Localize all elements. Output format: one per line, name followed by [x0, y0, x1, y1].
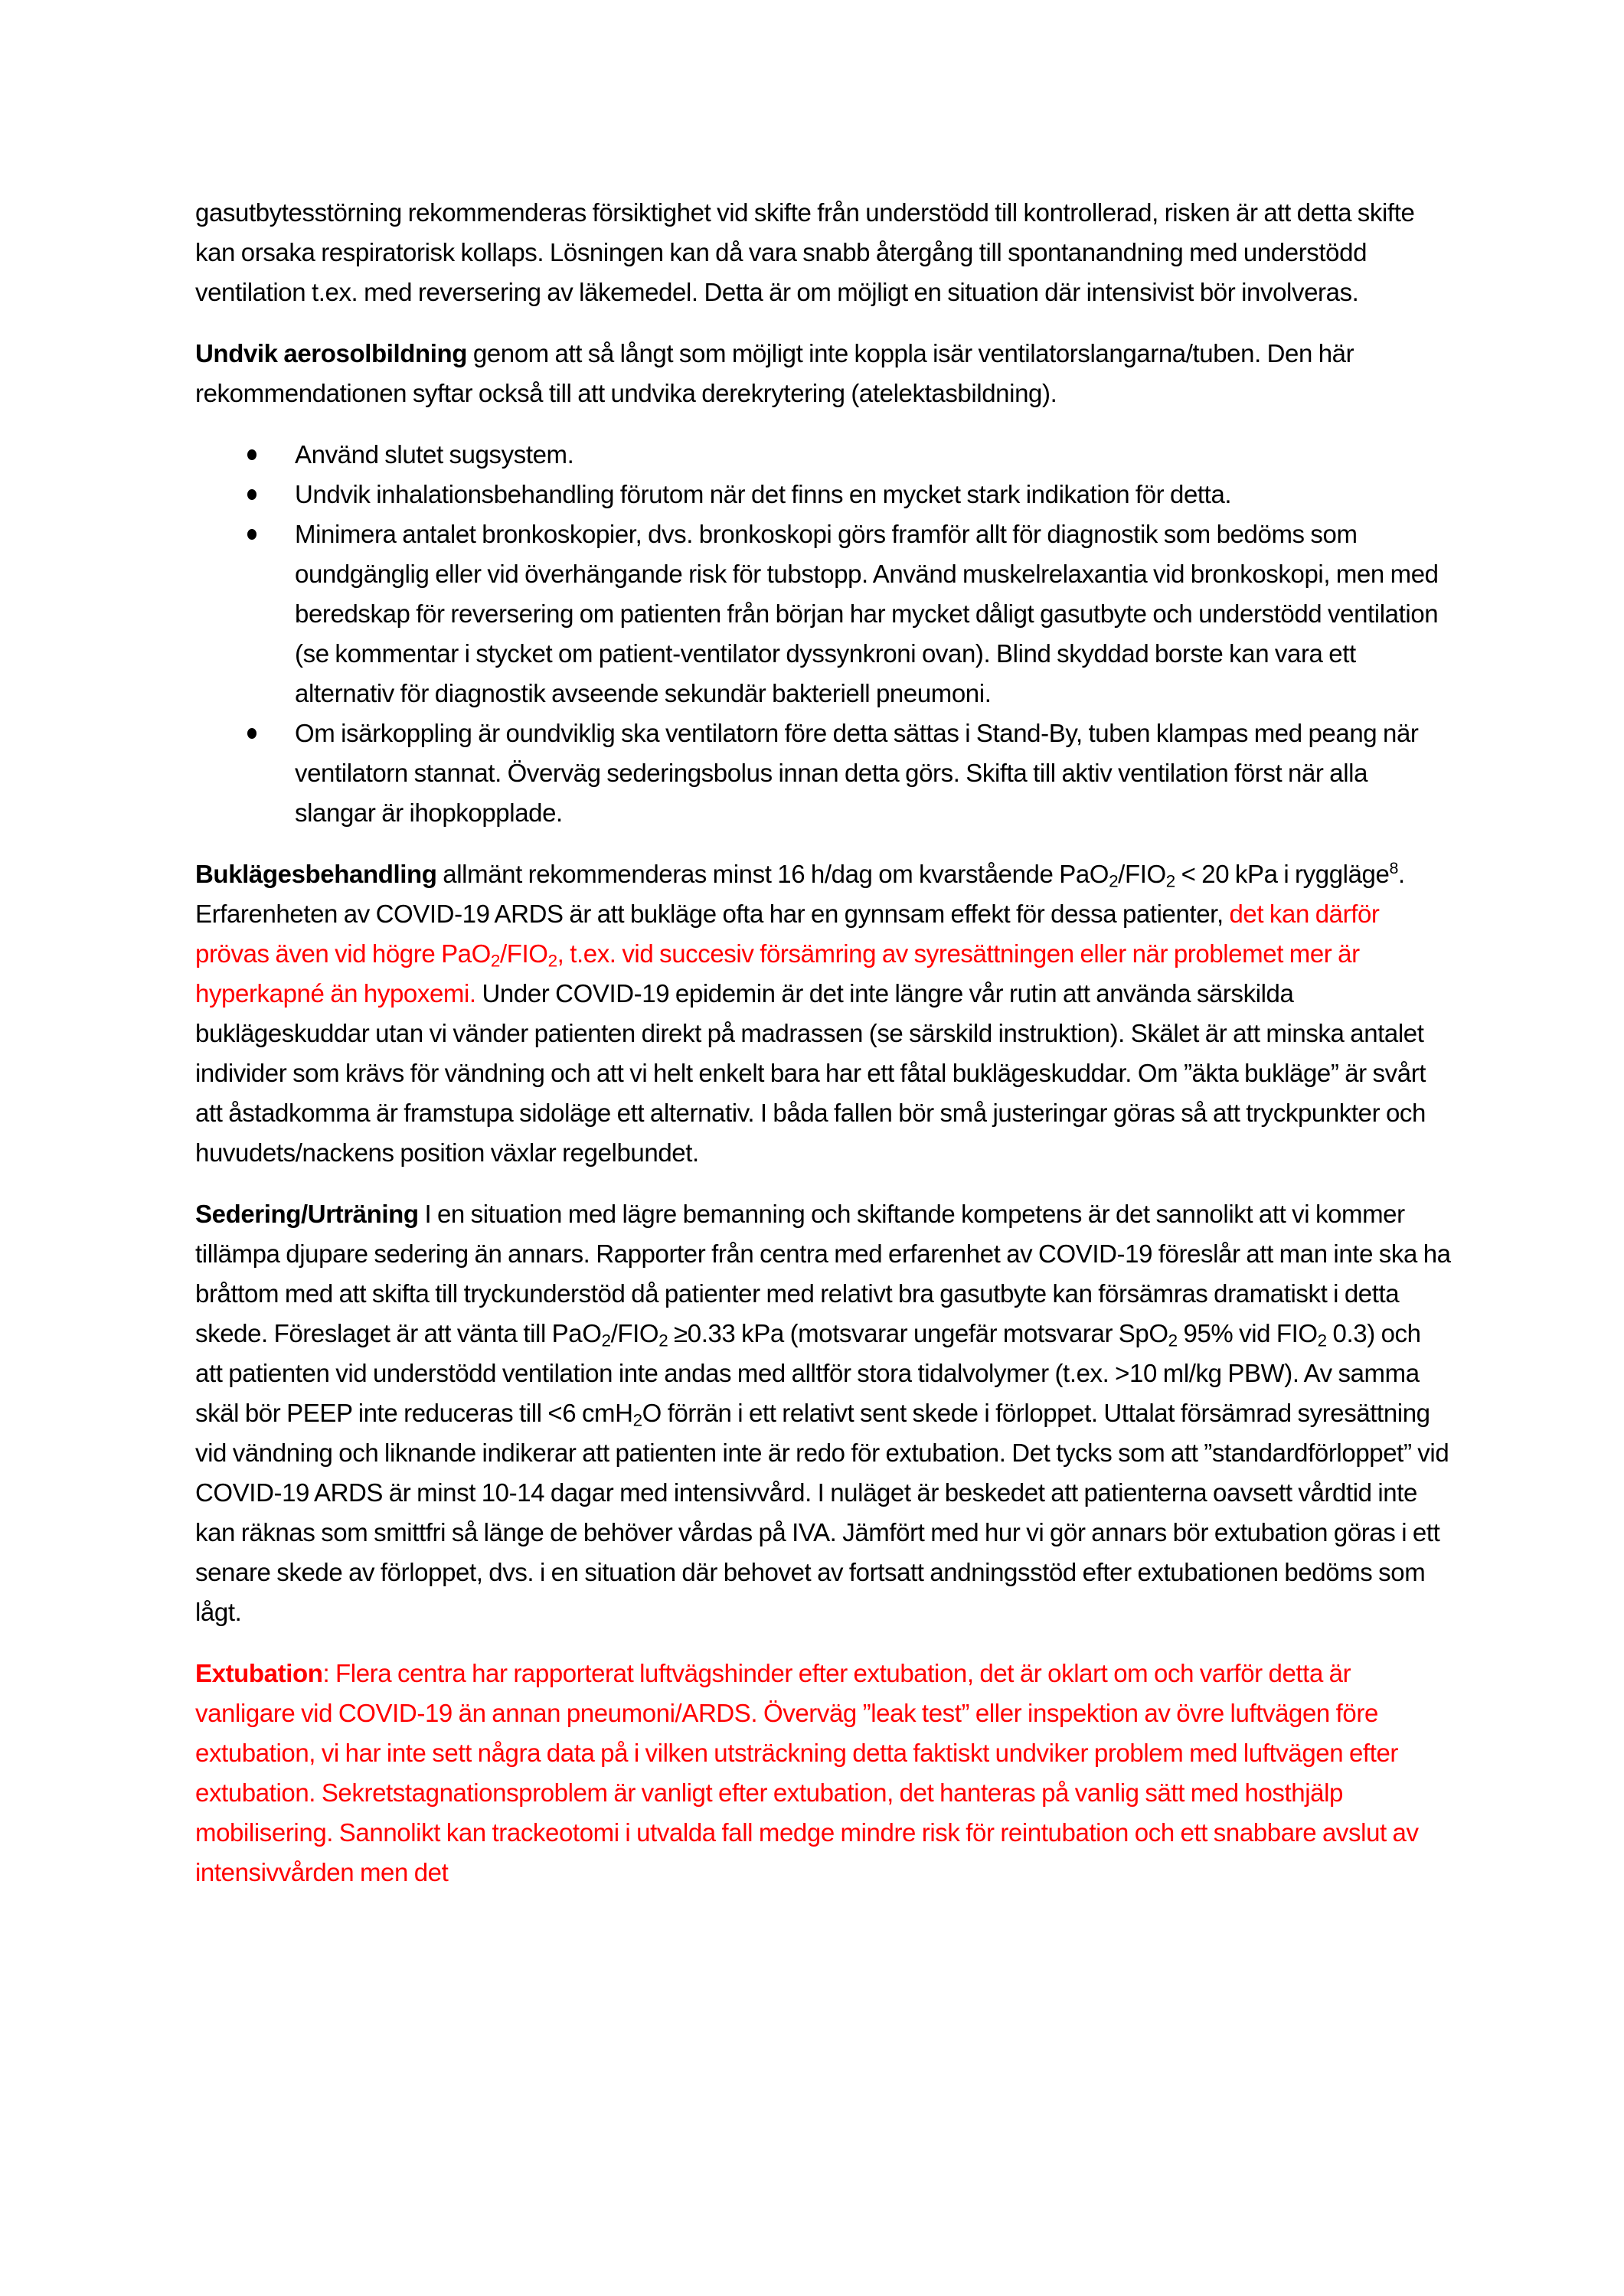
aerosol-bullet-list [195, 435, 1451, 833]
text-run: 95% vid FIO [1177, 1319, 1318, 1347]
subscript: 2 [658, 1331, 668, 1350]
subscript: 2 [1165, 871, 1175, 891]
subscript: 2 [632, 1410, 642, 1430]
paragraph-aerosol [195, 334, 1451, 413]
subscript: 2 [601, 1331, 611, 1350]
list-item-text: Minimera antalet bronkoskopier, dvs. bronkoskopi görs framför allt för diagnostik som bedöms som oundgänglig eller vid överhängande risk för tubstopp. Använd muskelrelaxantia vid bronkoskopi, men med beredskap för reversering om patienten från början har mycket dåligt gasutbyte och understödd ventilation (se kommentar i stycket om patient-ventilator dyssynkroni ovan). Blind skyddad borste kan vara ett alternativ för diagnostik avseende sekundär bakteriell pneumoni. [295, 520, 1439, 707]
subscript: 2 [1168, 1331, 1178, 1350]
text-run: I en situation med lägre bemanning och skiftande kompetens är det sannolikt att vi kommer tillämpa djupare sedering än annars. Rapporter från centra med erfarenhet av COVID-19 föreslår att man inte ska ha bråttom med att skifta till tryckunderstöd då patienter med relativt bra gasutbyte kan försämras dramatiskt i detta skede. Föreslaget är att vänta till PaO [195, 1200, 1451, 1347]
paragraph-gas-exchange [195, 193, 1451, 312]
bullet-icon [247, 728, 257, 739]
section-heading-sedation: Sedering/Urträning [195, 1200, 419, 1228]
text-run: O förrän i ett relativt sent skede i förloppet. Uttalat försämrad syresättning vid vändning och liknande indikerar att patienten inte är redo för extubation. Det tycks som att ”standardförloppet” vid COVID-19 ARDS är minst 10-14 dagar med intensivvård. I nuläget är beskedet att patienterna oavsett vårdtid inte kan räknas som smittfri så länge de behöver vårdas på IVA. Jämfört med hur vi gör annars bör extubation göras i ett senare skede av förloppet, dvs. i en situation där behovet av fortsatt andningsstöd efter extubationen bedöms som lågt. [195, 1399, 1449, 1626]
subscript: 2 [547, 951, 557, 971]
text-run: < 20 kPa i ryggläge [1175, 860, 1390, 888]
document-page [195, 193, 1451, 1914]
text-run: /FIO [610, 1319, 659, 1347]
list-item-text: Om isärkoppling är oundviklig ska ventilatorn före detta sättas i Stand-By, tuben klampas med peang när ventilatorn stannat. Överväg sederingsbolus innan detta görs. Skifta till aktiv ventilation först när alla slangar är ihopkopplade. [295, 719, 1419, 827]
text-run: , t.ex. vid succesiv försämring av syresättningen eller när problemet mer är hyperkapné än hypoxemi. [195, 939, 1360, 1008]
paragraph-text: : Flera centra har rapporterat luftvägshinder efter extubation, det är oklart om och varför detta är vanligare vid COVID-19 än annan pneumoni/ARDS. Överväg ”leak test” eller inspektion av övre luftvägen före extubation, vi har inte sett några data på i vilken utsträckning detta faktiskt undviker problem med luftvägen efter extubation. Sekretstagnationsproblem är vanligt efter extubation, det hanteras på vanlig sätt med hosthjälp mobilisering. Sannolikt kan trackeotomi i utvalda fall medge mindre risk för reintubation och ett snabbare avslut av intensivvården men det [195, 1659, 1419, 1886]
text-run: 0.3) och att patienten vid understödd ventilation inte andas med alltför stora tidalvolymer (t.ex. >10 ml/kg PBW). Av samma skäl bör PEEP inte reduceras till <6 cmH [195, 1319, 1421, 1427]
paragraph-text: gasutbytesstörning rekommenderas försiktighet vid skifte från understödd till kontrollerad, risken är att detta skifte kan orsaka respiratorisk kollaps. Lösningen kan då vara snabb återgång till spontanandning med understödd ventilation t.ex. med reversering av läkemedel. Detta är om möjligt en situation där intensivist bör involveras. [195, 198, 1415, 306]
list-item-text: Använd slutet sugsystem. [295, 440, 574, 469]
text-run: ≥0.33 kPa (motsvarar ungefär motsvarar SpO [668, 1319, 1168, 1347]
section-heading-extubation: Extubation [195, 1659, 323, 1687]
text-run: Under COVID-19 epidemin är det inte längre vår rutin att använda särskilda buklägeskuddar utan vi vänder patienten direkt på madrassen (se särskild instruktion). Skälet är att minska antalet individer som krävs för vändning och att vi helt enkelt bara har ett fåtal buklägeskuddar. Om ”äkta bukläge” är svårt att åstadkomma är framstupa sidoläge ett alternativ. I båda fallen bör små justeringar göras så att tryckpunkter och huvudets/nackens position växlar regelbundet. [195, 979, 1426, 1167]
text-run: allmänt rekommenderas minst 16 h/dag om kvarstående PaO [436, 860, 1109, 888]
subscript: 2 [1109, 871, 1119, 891]
list-item-text: Undvik inhalationsbehandling förutom när det finns en mycket stark indikation för detta. [295, 480, 1232, 508]
text-run: . Erfarenheten av COVID-19 ARDS är att bukläge ofta har en gynnsam effekt för dessa patienter, [195, 860, 1405, 928]
list-item [195, 514, 1451, 714]
reference-superscript: 8 [1389, 859, 1398, 878]
text-run: det kan därför prövas även vid högre PaO [195, 900, 1380, 968]
paragraph-text: genom att så långt som möjligt inte koppla isär ventilatorslangarna/tuben. Den här rekommendationen syftar också till att undvika derekrytering (atelektasbildning). [195, 339, 1354, 407]
subscript: 2 [1317, 1331, 1327, 1350]
list-item [195, 714, 1451, 833]
paragraph-extubation [195, 1654, 1451, 1893]
section-heading-aerosol: Undvik aerosolbildning [195, 339, 468, 367]
paragraph-sedation [195, 1194, 1451, 1632]
subscript: 2 [490, 951, 500, 971]
text-run: /FIO [500, 939, 548, 968]
bullet-icon [247, 529, 257, 540]
list-item [195, 435, 1451, 475]
bullet-icon [247, 449, 257, 460]
bullet-icon [247, 489, 257, 500]
text-run: /FIO [1118, 860, 1166, 888]
list-item [195, 475, 1451, 514]
paragraph-prone-positioning [195, 854, 1451, 1173]
section-heading-prone: Buklägesbehandling [195, 860, 437, 888]
